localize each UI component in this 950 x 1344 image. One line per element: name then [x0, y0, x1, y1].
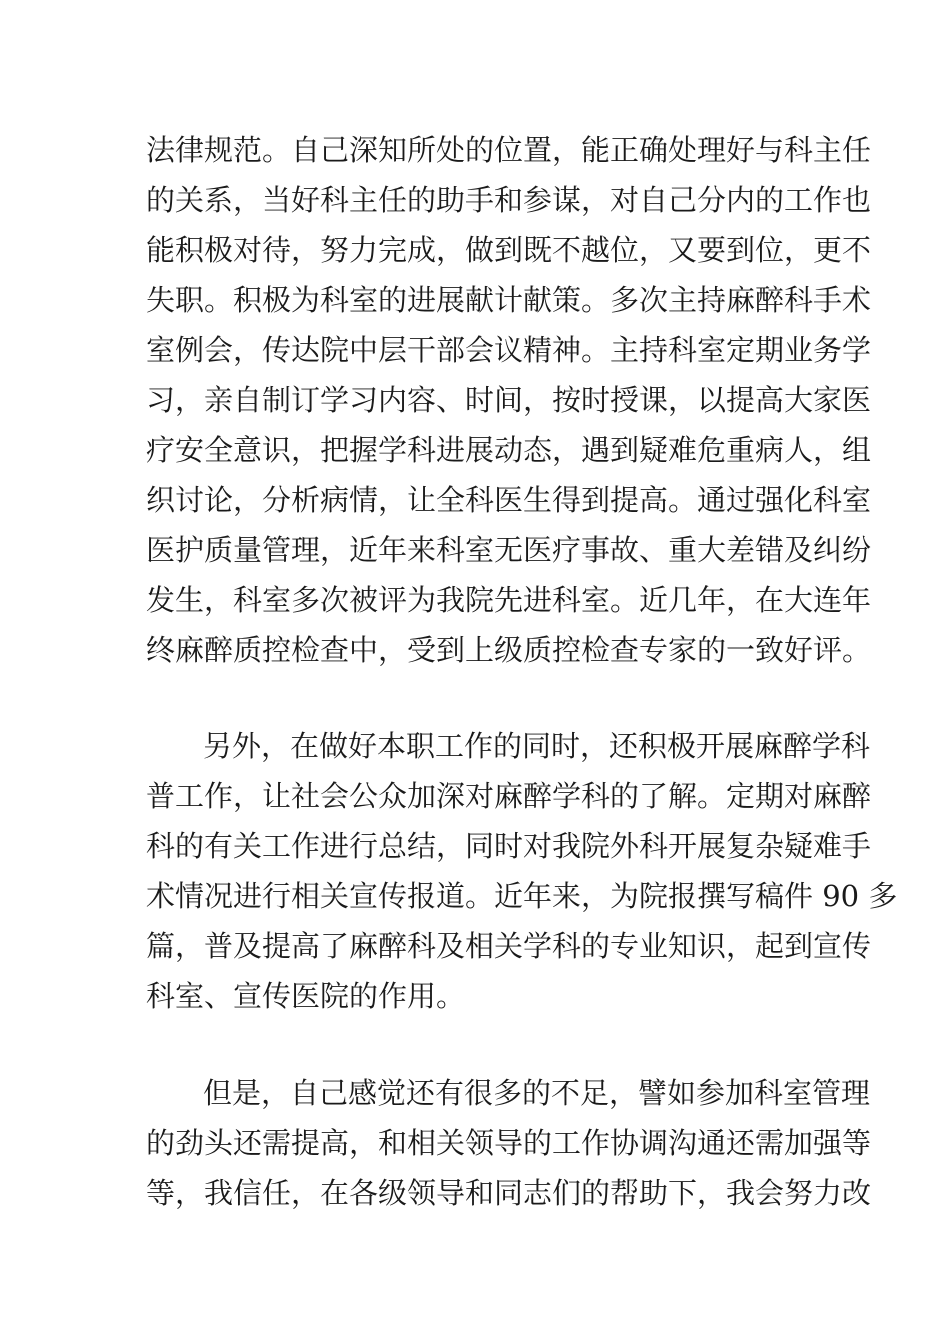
- text-line: 等，我信任，在各级领导和同志们的帮助下，我会努力改: [146, 1176, 872, 1210]
- text-line: 法律规范。自己深知所处的位置，能正确处理好与科主任: [146, 133, 872, 167]
- text-line: 但是，自己感觉还有很多的不足，譬如参加科室管理: [203, 1076, 871, 1110]
- text-line: 科室、宣传医院的作用。: [146, 979, 466, 1013]
- text-line: 另外，在做好本职工作的同时，还积极开展麻醉学科: [203, 729, 871, 763]
- text-line: 篇，普及提高了麻醉科及相关学科的专业知识，起到宣传: [146, 929, 872, 963]
- text-line: 科的有关工作进行总结，同时对我院外科开展复杂疑难手: [146, 829, 872, 863]
- text-line: 医护质量管理，近年来科室无医疗事故、重大差错及纠纷: [146, 533, 872, 567]
- text-line: 普工作，让社会公众加深对麻醉学科的了解。定期对麻醉: [146, 779, 872, 813]
- text-line: 室例会，传达院中层干部会议精神。主持科室定期业务学: [146, 333, 872, 367]
- text-line: 发生，科室多次被评为我院先进科室。近几年，在大连年: [146, 583, 872, 617]
- text-line: 习，亲自制订学习内容、时间，按时授课，以提高大家医: [146, 383, 872, 417]
- text-line: 织讨论，分析病情，让全科医生得到提高。通过强化科室: [146, 483, 872, 517]
- text-line: 能积极对待，努力完成，做到既不越位，又要到位，更不: [146, 233, 872, 267]
- text-line: 失职。积极为科室的进展献计献策。多次主持麻醉科手术: [146, 283, 872, 317]
- text-line: 的关系，当好科主任的助手和参谋，对自己分内的工作也: [146, 183, 872, 217]
- text-line: 术情况进行相关宣传报道。近年来，为院报撰写稿件 90 多: [146, 879, 898, 913]
- text-line: 的劲头还需提高，和相关领导的工作协调沟通还需加强等: [146, 1126, 872, 1160]
- text-line: 疗安全意识，把握学科进展动态，遇到疑难危重病人，组: [146, 433, 872, 467]
- text-line: 终麻醉质控检查中，受到上级质控检查专家的一致好评。: [146, 633, 872, 667]
